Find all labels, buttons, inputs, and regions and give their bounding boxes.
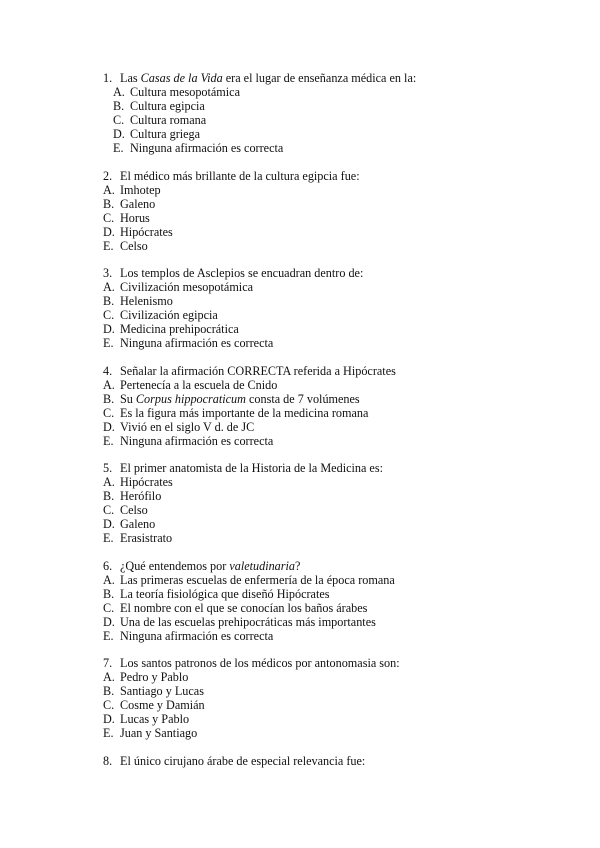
question-text: Las Casas de la Vida era el lugar de enseñanza médica en la:	[120, 71, 417, 85]
document-page: 1. Las Casas de la Vida era el lugar de enseñanza médica en la: A. Cultura mesopotámica B. Cultura egipcia C. Cultura romana D. Cultura griega E. Ninguna afirmación es correcta 2. El médico más brillante de la cultura egipcia fue: A. Imhotep B. Galeno C. Horus D. Hipócrates E. Celso 3. Los templos de Asclepios se encuadran dentro de: A. Civilización mesopotámica B. Helenismo C. Civilización egipcia D. Medicina prehipocrática E. Ninguna afirmación es correcta 4. Señalar la afirmación CORRECTA referida a Hipócrates A. Pertenecía a la escuela de Cnido B. Su Corpus hippocraticum consta de 7 volúmenes C. Es la figura más importante de la medicina romana D. Vivió en el siglo V d. de JC E. Ninguna afirmación es correcta 5. El primer anatomista de la Historia de la Medicina es: A. Hipócrates B. Herófilo C. Celso D. Galeno E. Erasistrato 6. ¿Qué entendemos por valetudinaria? A. Las primeras escuelas de enfermería de la época romana B. La teoría fisiológica que diseñó Hipócrates C. El nombre con el que se conocían los baños árabes D. Una de las escuelas prehipocráticas más importantes E. Ninguna afirmación es correcta 7. Los santos patronos de los médicos por antonomasia son: A. Pedro y Pablo B. Santiago y Lucas C. Cosme y Damián D. Lucas y Pablo E. Juan y Santiago 8. El único cirujano árabe de especial relevancia fue:	[103, 71, 417, 768]
question-number: 1.	[103, 71, 113, 85]
